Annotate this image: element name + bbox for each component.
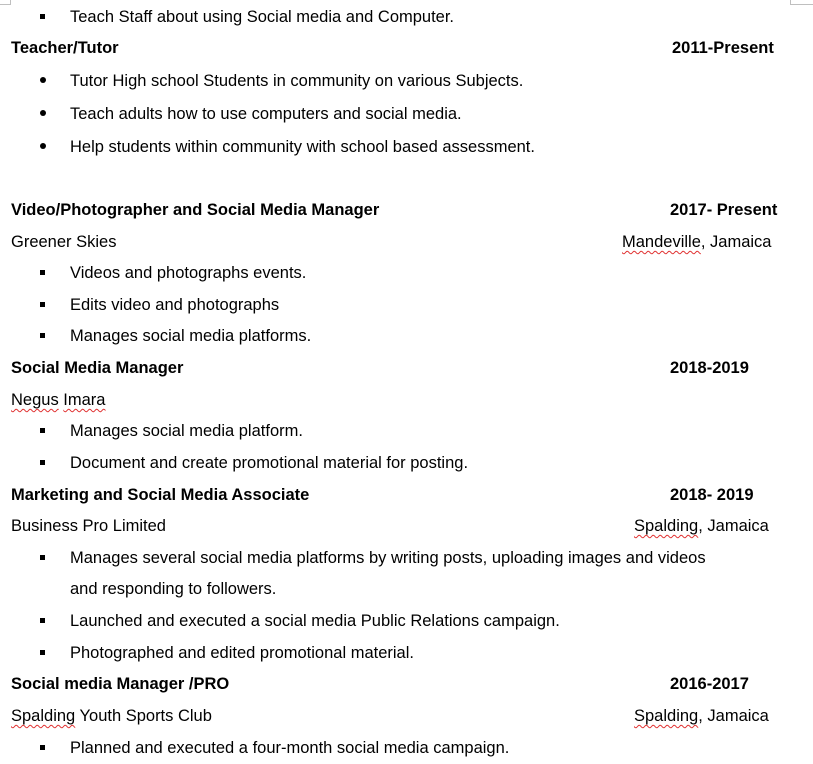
organization-row bbox=[0, 515, 813, 537]
square-bullet-icon bbox=[40, 610, 45, 632]
list-item: Tutor High school Students in community on various Subjects. bbox=[0, 70, 813, 92]
location-city: Spalding bbox=[634, 517, 699, 535]
list-item: Document and create promotional material for posting. bbox=[0, 452, 813, 474]
job-location bbox=[634, 705, 769, 727]
square-bullet-icon bbox=[40, 642, 45, 664]
square-bullet-icon bbox=[40, 547, 45, 569]
job-dates: 2018-2019 bbox=[670, 359, 749, 377]
round-bullet-icon bbox=[40, 136, 46, 158]
job-title: Social Media Manager bbox=[11, 359, 184, 377]
organization-row bbox=[0, 389, 813, 411]
job-dates: 2017- Present bbox=[670, 201, 778, 219]
list-item: Teach Staff about using Social media and Computer. bbox=[0, 6, 813, 28]
job-title: Teacher/Tutor bbox=[11, 39, 119, 57]
square-bullet-icon bbox=[40, 420, 45, 442]
location-city: Mandeville bbox=[622, 233, 701, 251]
list-item: Launched and executed a social media Public Relations campaign. bbox=[0, 610, 813, 632]
square-bullet-icon bbox=[40, 452, 45, 474]
list-item: Teach adults how to use computers and social media. bbox=[0, 103, 813, 125]
organization-name: Greener Skies bbox=[11, 233, 117, 251]
job-title: Video/Photographer and Social Media Manager bbox=[11, 201, 380, 219]
square-bullet-icon bbox=[40, 325, 45, 347]
job-heading bbox=[0, 484, 813, 506]
job-dates: 2016-2017 bbox=[670, 675, 749, 693]
job-heading bbox=[0, 37, 813, 59]
page-corner-mark-right bbox=[790, 0, 813, 5]
job-heading bbox=[0, 357, 813, 379]
square-bullet-icon bbox=[40, 6, 45, 28]
location-country: , Jamaica bbox=[698, 707, 769, 725]
round-bullet-icon bbox=[40, 70, 46, 92]
organization-name: Business Pro Limited bbox=[11, 517, 166, 535]
organization-row bbox=[0, 705, 813, 727]
organization-name: Negus Imara bbox=[11, 391, 106, 409]
list-item-continuation: and responding to followers. bbox=[70, 580, 277, 598]
list-item: Planned and executed a four-month social media campaign. bbox=[0, 737, 813, 759]
round-bullet-icon bbox=[40, 103, 46, 125]
job-title: Marketing and Social Media Associate bbox=[11, 486, 310, 504]
square-bullet-icon bbox=[40, 294, 45, 316]
list-item: Videos and photographs events. bbox=[0, 262, 813, 284]
job-location bbox=[634, 515, 769, 537]
location-country: , Jamaica bbox=[698, 517, 769, 535]
location-city: Spalding bbox=[634, 707, 699, 725]
organization-row bbox=[0, 231, 813, 253]
list-item: Manages social media platforms. bbox=[0, 325, 813, 347]
organization-name: Spalding Youth Sports Club bbox=[11, 707, 212, 725]
job-dates: 2018- 2019 bbox=[670, 486, 754, 504]
page-corner-mark-left bbox=[0, 0, 11, 5]
square-bullet-icon bbox=[40, 262, 45, 284]
list-item: Photographed and edited promotional material. bbox=[0, 642, 813, 664]
location-country: , Jamaica bbox=[700, 233, 772, 251]
list-item: Manages several social media platforms by writing posts, uploading images and videos bbox=[0, 547, 813, 569]
list-item: Edits video and photographs bbox=[0, 294, 813, 316]
job-heading bbox=[0, 673, 813, 695]
job-dates: 2011-Present bbox=[672, 39, 774, 57]
list-item: Help students within community with school based assessment. bbox=[0, 136, 813, 158]
job-location bbox=[622, 231, 771, 253]
job-title: Social media Manager /PRO bbox=[11, 675, 230, 693]
list-item: Manages social media platform. bbox=[0, 420, 813, 442]
job-heading bbox=[0, 199, 813, 221]
square-bullet-icon bbox=[40, 737, 45, 759]
